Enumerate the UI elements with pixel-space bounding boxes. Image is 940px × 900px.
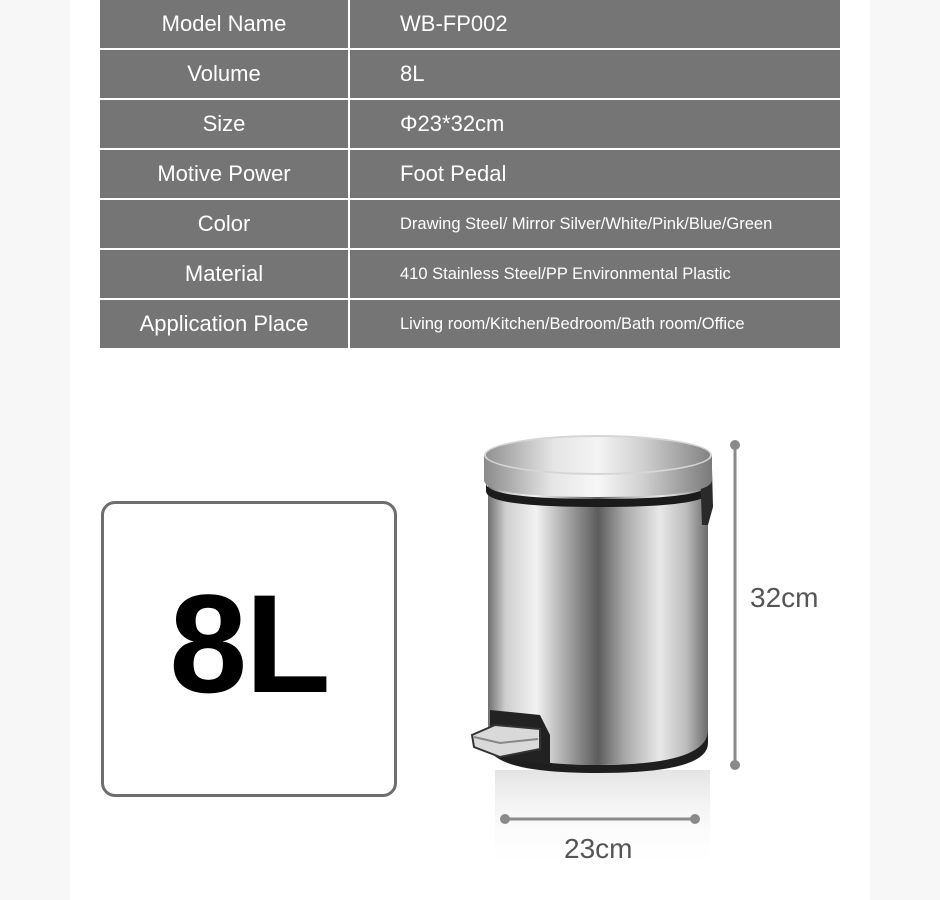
width-dimension-left-dot bbox=[500, 814, 510, 824]
height-dimension-top-dot bbox=[730, 440, 740, 450]
spec-row-material bbox=[100, 250, 840, 300]
spec-value: 8L bbox=[400, 61, 425, 86]
width-dimension-label: 23cm bbox=[564, 833, 633, 864]
volume-badge bbox=[101, 501, 397, 797]
spec-row-model bbox=[100, 0, 840, 50]
width-dimension-right-dot bbox=[690, 814, 700, 824]
spec-label: Material bbox=[100, 250, 350, 298]
spec-value: Living room/Kitchen/Bedroom/Bath room/Office bbox=[400, 314, 745, 333]
spec-label: Volume bbox=[100, 50, 350, 98]
spec-value: Foot Pedal bbox=[400, 161, 507, 186]
spec-row-color bbox=[100, 200, 840, 250]
spec-label: Application Place bbox=[100, 300, 350, 348]
spec-value: Φ23*32cm bbox=[400, 111, 505, 136]
spec-row-motive-power bbox=[100, 150, 840, 200]
trash-bin-illustration bbox=[460, 425, 760, 885]
spec-label: Motive Power bbox=[100, 150, 350, 198]
spec-label: Color bbox=[100, 200, 350, 248]
spec-row-volume bbox=[100, 50, 840, 100]
spec-label: Size bbox=[100, 100, 350, 148]
spec-row-application-place bbox=[100, 300, 840, 348]
spec-value: WB-FP002 bbox=[400, 11, 508, 36]
height-dimension-label: 32cm bbox=[750, 582, 819, 613]
spec-value: Drawing Steel/ Mirror Silver/White/Pink/Blue/Green bbox=[400, 214, 773, 233]
height-dimension-bottom-dot bbox=[730, 760, 740, 770]
volume-badge-text: 8L bbox=[169, 565, 329, 722]
spec-table bbox=[100, 0, 840, 348]
spec-row-size bbox=[100, 100, 840, 150]
spec-value: 410 Stainless Steel/PP Environmental Plastic bbox=[400, 264, 731, 283]
spec-label: Model Name bbox=[100, 0, 350, 48]
